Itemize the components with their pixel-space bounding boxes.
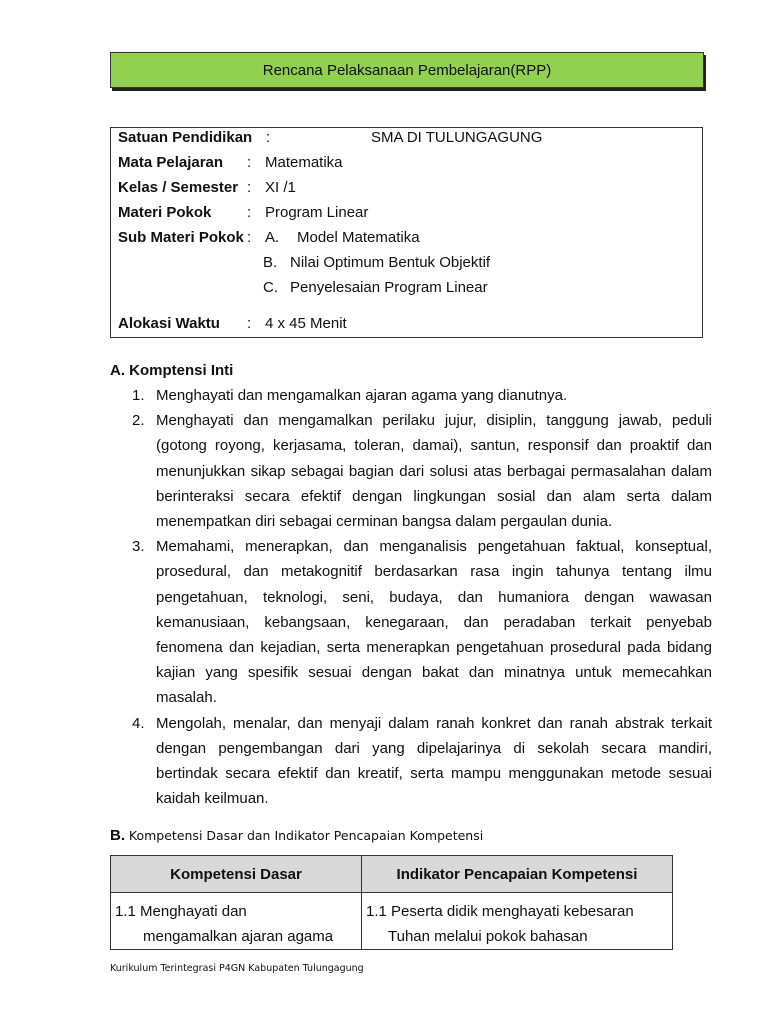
indikator-cell	[362, 893, 673, 950]
list-item	[132, 383, 712, 408]
item-number: 4.	[132, 714, 145, 732]
page-footer: Kurikulum Terintegrasi P4GN Kabupaten Tulungagung	[110, 963, 364, 974]
colon: :	[247, 179, 252, 196]
materi-value: Program Linear	[265, 204, 369, 221]
kompetensi-inti-list	[132, 383, 712, 811]
identity-table	[110, 127, 703, 338]
item-text: Memahami, menerapkan, dan menganalisis pengetahuan faktual, konseptual, prosedural, dan metakognitif berdasarkan rasa ingin tahunya tentang ilmu pengetahuan, teknologi, seni, budaya, dan humaniora dengan wawasan kemanusiaan, kebangsaan, kenegaraan, dan peradaban terkait penyebab fenomena dan kejadian, serta menerapkan pengetahuan prosedural pada bidang kajian yang spesifik sesuai dengan bakat dan minatnya untuk memecahkan masalah.	[156, 538, 712, 707]
kelas-value: XI /1	[265, 179, 296, 196]
alokasi-label: Alokasi Waktu	[118, 315, 220, 332]
kelas-label: Kelas / Semester	[118, 179, 239, 196]
item-text: Menghayati dan mengamalkan ajaran agama yang dianutnya.	[156, 387, 568, 404]
mapel-value: Matematika	[265, 154, 343, 171]
item-number: 2.	[132, 412, 145, 430]
colon: :	[247, 229, 252, 246]
list-item	[132, 711, 712, 812]
sub-item-text: Model Matematika	[297, 229, 420, 246]
kd-cell	[111, 893, 362, 950]
header-indikator: Indikator Pencapaian Kompetensi	[362, 856, 673, 893]
sub-materi-label: Sub Materi Pokok	[118, 229, 244, 246]
section-a-heading: A. Komptensi Inti	[110, 362, 234, 379]
kompetensi-table	[110, 855, 673, 950]
item-number: 3.	[132, 538, 145, 556]
list-item	[132, 534, 712, 710]
list-item	[132, 408, 712, 534]
item-text: Menghayati dan mengamalkan perilaku jujur, disiplin, tanggung jawab, peduli (gotong royong, kerjasama, toleran, damai), santun, responsif dan proaktif dan menunjukkan sikap sebagai bagian dari solusi atas berbagai permasalahan dalam berinteraksi secara efektif dengan lingkungan sosial dan alam serta dalam menempatkan diri sebagai cerminan bangsa dalam pergaulan dunia.	[156, 412, 712, 531]
mapel-label: Mata Pelajaran	[118, 154, 224, 171]
document-title-box	[110, 52, 704, 88]
satuan-label: Satuan Pendidikan	[118, 129, 253, 146]
sub-item-text: Nilai Optimum Bentuk Objektif	[290, 254, 491, 271]
section-b-letter: B.	[110, 827, 125, 844]
sub-item-letter: A.	[265, 229, 280, 246]
indikator-line: 1.1 Peserta didik menghayati kebesaran	[366, 903, 634, 920]
materi-label: Materi Pokok	[118, 204, 212, 221]
satuan-value: SMA DI TULUNGAGUNG	[371, 129, 543, 146]
table-header-row	[111, 856, 673, 893]
sub-item-text: Penyelesaian Program Linear	[290, 279, 488, 296]
colon: :	[247, 154, 252, 171]
colon: :	[247, 315, 252, 332]
sub-item-letter: C.	[263, 279, 278, 296]
kd-line: 1.1 Menghayati dan	[115, 903, 247, 920]
table-row	[111, 893, 673, 950]
document-title: Rencana Pelaksanaan Pembelajaran(RPP)	[262, 61, 552, 79]
colon: :	[266, 129, 271, 146]
header-kompetensi-dasar: Kompetensi Dasar	[111, 856, 362, 893]
section-b-title: Kompetensi Dasar dan Indikator Pencapaian Kompetensi	[128, 828, 484, 843]
item-text: Mengolah, menalar, dan menyaji dalam ranah konkret dan ranah abstrak terkait dengan pengembangan dari yang dipelajarinya di sekolah secara mandiri, bertindak secara efektif dan kreatif, serta mampu menggunakan metode sesuai kaidah keilmuan.	[156, 714, 712, 808]
indikator-line: Tuhan melalui pokok bahasan	[388, 928, 588, 945]
section-b-heading	[110, 827, 483, 844]
colon: :	[247, 204, 252, 221]
alokasi-value: 4 x 45 Menit	[265, 315, 347, 332]
item-number: 1.	[132, 387, 145, 404]
sub-item-letter: B.	[263, 254, 278, 271]
kd-line: mengamalkan ajaran agama	[143, 928, 334, 945]
